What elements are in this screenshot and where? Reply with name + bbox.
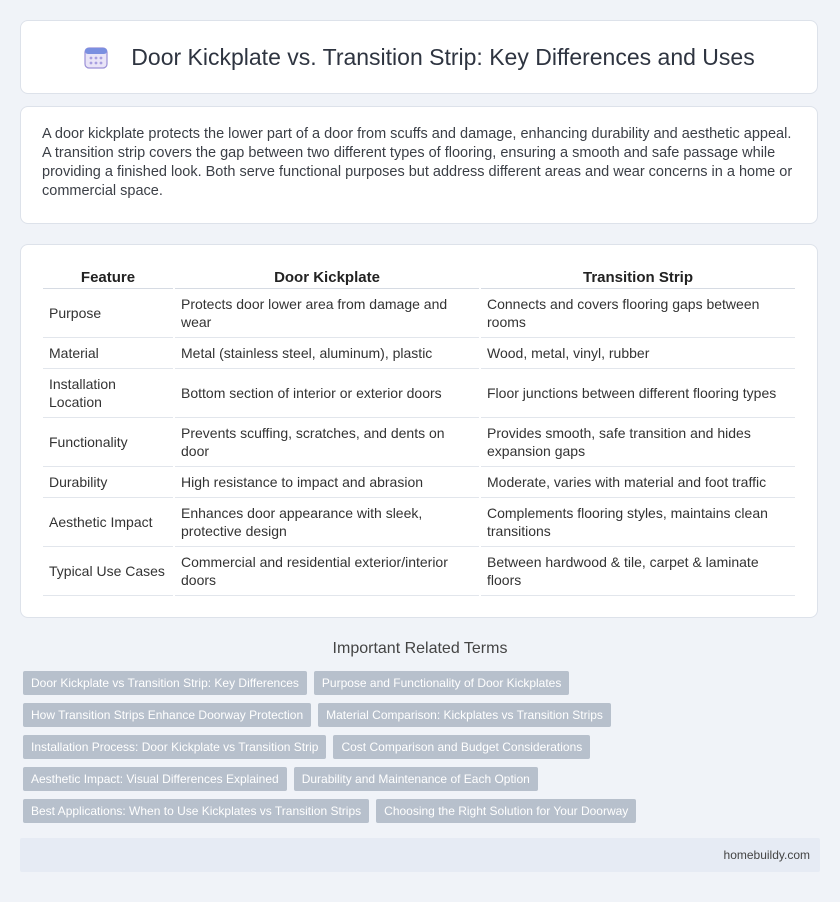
table-header-row — [43, 265, 795, 289]
kickplate-cell: Protects door lower area from damage and wear — [175, 289, 479, 338]
calendar-icon — [83, 44, 109, 70]
footer-site-name[interactable]: homebuildy.com — [723, 848, 810, 862]
header-card — [20, 20, 818, 94]
related-term-tag[interactable]: Material Comparison: Kickplates vs Transition Strips — [318, 703, 611, 727]
kickplate-cell: Commercial and residential exterior/interior doors — [175, 547, 479, 596]
table-row — [43, 369, 795, 418]
kickplate-cell: Prevents scuffing, scratches, and dents on door — [175, 418, 479, 467]
column-header-feature: Feature — [43, 265, 173, 289]
related-term-tag[interactable]: Door Kickplate vs Transition Strip: Key Differences — [23, 671, 307, 695]
footer — [20, 838, 820, 872]
related-term-tag[interactable]: Installation Process: Door Kickplate vs Transition Strip — [23, 735, 326, 759]
table-row — [43, 498, 795, 547]
feature-cell: Purpose — [43, 289, 173, 338]
comparison-table-card — [20, 244, 818, 618]
related-term-tag[interactable]: Durability and Maintenance of Each Option — [294, 767, 538, 791]
table-row — [43, 547, 795, 596]
transition-strip-cell: Provides smooth, safe transition and hides expansion gaps — [481, 418, 795, 467]
feature-cell: Aesthetic Impact — [43, 498, 173, 547]
feature-cell: Material — [43, 338, 173, 369]
transition-strip-cell: Between hardwood & tile, carpet & laminate floors — [481, 547, 795, 596]
transition-strip-cell: Moderate, varies with material and foot traffic — [481, 467, 795, 498]
column-header-kickplate: Door Kickplate — [175, 265, 479, 289]
table-row — [43, 289, 795, 338]
page-title: Door Kickplate vs. Transition Strip: Key Differences and Uses — [131, 43, 755, 70]
related-term-tag[interactable]: Purpose and Functionality of Door Kickplates — [314, 671, 569, 695]
feature-cell: Durability — [43, 467, 173, 498]
related-term-tag[interactable]: Cost Comparison and Budget Considerations — [333, 735, 590, 759]
transition-strip-cell: Floor junctions between different flooring types — [481, 369, 795, 418]
column-header-transition-strip: Transition Strip — [481, 265, 795, 289]
related-term-tag[interactable]: Best Applications: When to Use Kickplates vs Transition Strips — [23, 799, 369, 823]
comparison-table — [41, 265, 797, 596]
table-row — [43, 467, 795, 498]
feature-cell: Typical Use Cases — [43, 547, 173, 596]
kickplate-cell: High resistance to impact and abrasion — [175, 467, 479, 498]
table-row — [43, 338, 795, 369]
kickplate-cell: Metal (stainless steel, aluminum), plastic — [175, 338, 479, 369]
feature-cell: Functionality — [43, 418, 173, 467]
related-terms-list — [23, 671, 823, 831]
intro-card — [20, 106, 818, 224]
table-row — [43, 418, 795, 467]
transition-strip-cell: Complements flooring styles, maintains clean transitions — [481, 498, 795, 547]
intro-text: A door kickplate protects the lower part of a door from scuffs and damage, enhancing durability and aesthetic appeal. A transition strip covers the gap between two different types of flooring, ensuring a smooth and safe passage while providing a finished look. Both serve functional purposes but address different areas and wear concerns in a home or commercial space. — [42, 126, 793, 199]
kickplate-cell: Bottom section of interior or exterior doors — [175, 369, 479, 418]
feature-cell: Installation Location — [43, 369, 173, 418]
related-term-tag[interactable]: Aesthetic Impact: Visual Differences Explained — [23, 767, 287, 791]
kickplate-cell: Enhances door appearance with sleek, protective design — [175, 498, 479, 547]
related-terms-title: Important Related Terms — [332, 640, 508, 657]
transition-strip-cell: Wood, metal, vinyl, rubber — [481, 338, 795, 369]
transition-strip-cell: Connects and covers flooring gaps between rooms — [481, 289, 795, 338]
related-term-tag[interactable]: How Transition Strips Enhance Doorway Protection — [23, 703, 311, 727]
related-term-tag[interactable]: Choosing the Right Solution for Your Doorway — [376, 799, 636, 823]
